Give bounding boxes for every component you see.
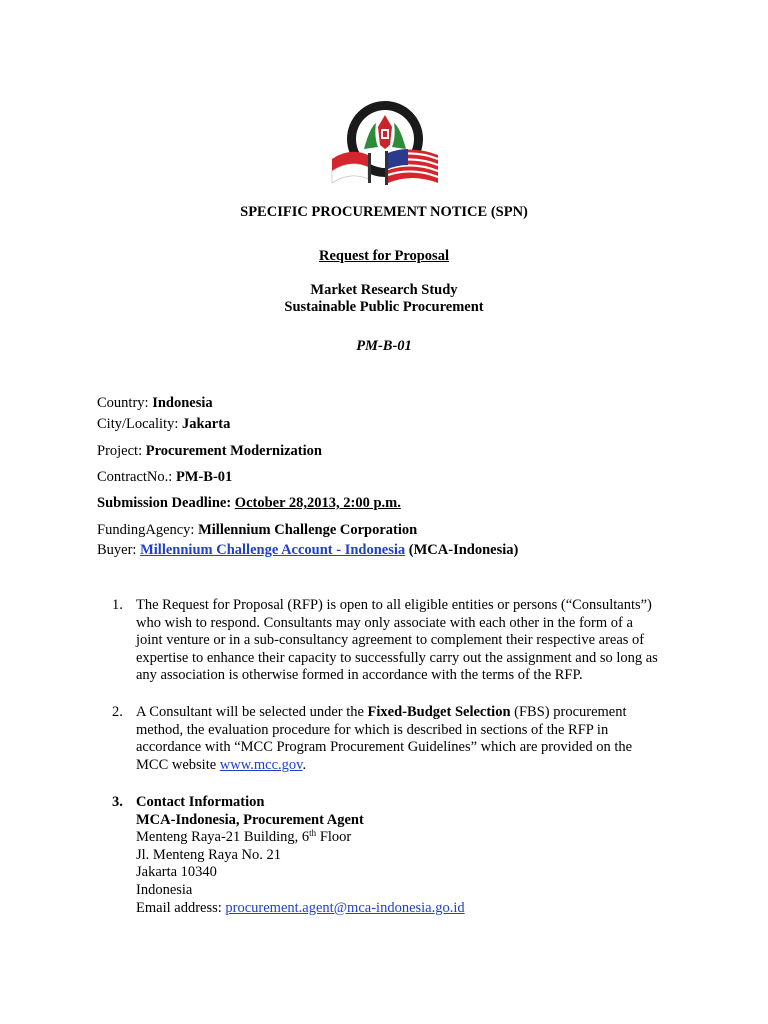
item-2-line: accordance with “MCC Program Procurement Guidelines” which are provided on the [136, 739, 633, 756]
notice-subtitle: Request for Proposal [319, 248, 449, 264]
fbs-term: Fixed-Budget Selection [367, 704, 511, 720]
buyer-row [97, 542, 518, 560]
mca-indonesia-logo [330, 97, 440, 189]
project-row [97, 443, 322, 461]
buyer-suffix: (MCA-Indonesia) [405, 542, 519, 558]
country-value: Indonesia [152, 395, 213, 411]
notice-code: PM-B-01 [356, 338, 412, 354]
item-2-line [136, 704, 696, 722]
city-row [97, 416, 230, 434]
item-1-number: 1. [112, 597, 123, 613]
study-title-line1: Market Research Study [310, 282, 458, 298]
funding-row [97, 522, 417, 540]
address-text: Floor [316, 829, 352, 846]
contact-block [136, 794, 696, 917]
item-2-paragraph [136, 704, 696, 774]
study-title-line2: Sustainable Public Procurement [284, 299, 484, 315]
item-2-text: (FBS) procurement [510, 704, 627, 720]
email-link[interactable]: procurement.agent@mca-indonesia.go.id [225, 899, 465, 916]
item-2-line: method, the evaluation procedure for which is described in sections of the RFP in [136, 721, 609, 738]
contract-row [97, 469, 232, 487]
item-1-line: joint venture or in a sub-consultancy agreement to complement their respective areas of [136, 632, 645, 649]
item-2-text: MCC website [136, 756, 220, 773]
contact-heading: Contact Information [136, 794, 265, 810]
contact-address-3: Jakarta 10340 [136, 864, 217, 881]
item-2-number: 2. [112, 704, 123, 720]
item-3-number: 3. [112, 794, 123, 810]
email-label: Email address: [136, 899, 226, 916]
contact-email-row [136, 900, 696, 918]
country-label: Country: [97, 395, 153, 411]
city-value: Jakarta [181, 416, 231, 432]
item-1-line: The Request for Proposal (RFP) is open to all eligible entities or persons (“Consultants”) [136, 597, 652, 613]
contract-value: PM-B-01 [175, 469, 233, 485]
item-1-line: who wish to respond. Consultants may only associate with each other in the form of a [136, 614, 633, 631]
address-superscript: th [309, 828, 317, 839]
country-row [97, 395, 213, 413]
item-2-text: . [302, 756, 307, 773]
contact-address-4: Indonesia [136, 881, 193, 898]
item-1-paragraph [136, 597, 696, 685]
contact-address-2: Jl. Menteng Raya No. 21 [136, 846, 281, 863]
funding-value: Millennium Challenge Corporation [198, 522, 418, 538]
mcc-website-link[interactable]: www.mcc.gov [219, 756, 303, 773]
deadline-value: October 28,2013, 2:00 p.m. [234, 495, 401, 511]
deadline-row [97, 495, 401, 513]
project-label: Project: [97, 443, 146, 459]
contact-org: MCA-Indonesia, Procurement Agent [136, 811, 364, 828]
buyer-label: Buyer: [97, 542, 141, 558]
item-2-text: A Consultant will be selected under the [136, 704, 368, 720]
deadline-label: Submission Deadline: [97, 495, 235, 511]
contract-label: ContractNo.: [97, 469, 176, 485]
project-value: Procurement Modernization [145, 443, 322, 459]
buyer-link[interactable]: Millennium Challenge Account - Indonesia [140, 542, 406, 558]
address-text: Menteng Raya-21 Building, 6 [136, 829, 310, 846]
contact-address-1 [136, 829, 696, 847]
item-1-line: expertise to enhance their capacity to successfully carry out the assignment and so long as [136, 649, 658, 666]
funding-label: FundingAgency: [97, 522, 199, 538]
item-2-line [136, 757, 696, 775]
notice-title: SPECIFIC PROCUREMENT NOTICE (SPN) [240, 204, 528, 220]
city-label: City/Locality: [97, 416, 182, 432]
item-1-line: any association is otherwise formed in accordance with the terms of the RFP. [136, 667, 583, 684]
